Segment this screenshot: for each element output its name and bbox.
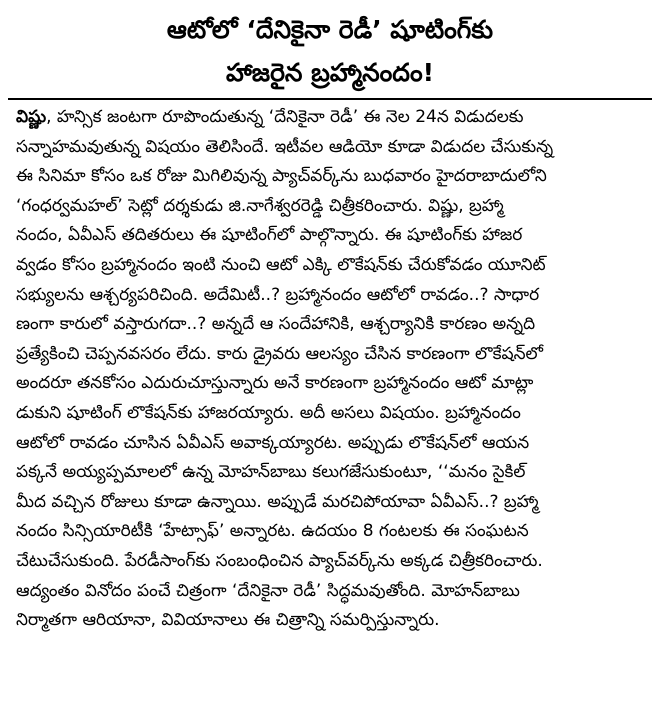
headline: [0, 0, 660, 94]
article-line: పక్కనే అయ్యప్పమాలలో ఉన్న మోహన్‌బాబు కలుగజేసుకుంటూ, ‘‘మనం సైకిల్: [16, 462, 526, 483]
article-line: ఈ సినిమా కోసం ఒక రోజు మిగిలివున్న ప్యాచ్‌వర్క్‌ను బుధవారం హైదరాబాదులోని: [16, 166, 547, 187]
article-line: ఆటోలో రావడం చూసిన ఏవీఎస్ అవాక్కయ్యారట. అప్పుడు లొకేషన్‌లో ఆయన: [16, 432, 530, 453]
article-line: ఆద్యంతం వినోదం పంచే చిత్రంగా ‘దేనికైనా రెడీ’ సిద్ధమవుతోంది. మోహన్‌బాబు: [16, 580, 520, 601]
article-line: సన్నాహమవుతున్న విషయం తెలిసిందే. ఇటీవల ఆడియో కూడా విడుదల చేసుకున్న: [16, 136, 554, 157]
headline-line-2: హాజరైన బ్రహ్మానందం!: [225, 58, 435, 87]
headline-divider: [8, 98, 652, 100]
article-line: వ్వడం కోసం బ్రహ్మానందం ఇంటి నుంచి ఆటో ఎక్కి లొకేషన్‌కు చేరుకోవడం యూనిట్: [16, 254, 546, 275]
article-line: నిర్మాతగా ఆరియానా, వివియానాలు ఈ చిత్రాన్ని సమర్పిస్తున్నారు.: [16, 610, 440, 631]
article-line: చేటుచేసుకుంది. పేరడీసాంగ్‌కు సంబంధించిన ప్యాచ్‌వర్క్‌ను అక్కడ చిత్రీకరించారు.: [16, 550, 543, 571]
article-line: ణంగా కారులో వస్తారుగదా..? అన్నదే ఆ సందేహానికి, ఆశ్చర్యానికి కారణం అన్నది: [16, 314, 536, 335]
article-line: ‘గంధర్వమహల్’ సెట్లో దర్శకుడు జి.నాగేశ్వరరెడ్డి చిత్రీకరించారు. విష్ణు, బ్రహ్మా: [16, 195, 504, 216]
article-line: నందం సిన్సియారిటీకి ‘హేట్సాఫ్’ అన్నారట. ఉదయం 8 గంటలకు ఈ సంఘటన: [16, 521, 529, 542]
article-line: నందం, ఏవీఎస్ తదితరులు ఈ షూటింగ్‌లో పాల్గొన్నారు. ఈ షూటింగ్‌కు హాజర: [16, 225, 523, 246]
article-lead-word: విష్ణు: [16, 107, 47, 127]
headline-line-1: ఆటోలో ‘దేనికైనా రెడీ’ షూటింగ్‌కు: [166, 15, 494, 44]
article-line: అందరూ తనకోసం ఎదురుచూస్తున్నారు అనే కారణంగా బ్రహ్మానందం ఆటో మాట్లా: [16, 373, 534, 394]
article-line: డుకుని షూటింగ్ లొకేషన్‌కు హాజరయ్యారు. అదీ అసలు విషయం. బ్రహ్మానందం: [16, 402, 521, 423]
article-line: ప్రత్యేకించి చెప్పనవసరం లేదు. కారు డ్రైవరు ఆలస్యం చేసిన కారణంగా లొకేషన్‌లో: [16, 343, 544, 364]
article-line-1-rest: , హన్సిక జంటగా రూపొందుతున్న ‘దేనికైనా రెడీ’ ఈ నెల 24న విడుదలకు: [46, 107, 524, 127]
article-line: మీద వచ్చిన రోజులు కూడా ఉన్నాయి. అప్పుడే మరచిపోయావా ఏవీఎస్..? బ్రహ్మా: [16, 491, 539, 512]
article-line-1: [16, 103, 650, 133]
article-line: సభ్యులను ఆశ్చర్యపరిచింది. అదేమిటీ..? బ్రహ్మానందం ఆటోలో రావడం..? సాధార: [16, 284, 540, 305]
article-body: [16, 103, 650, 636]
